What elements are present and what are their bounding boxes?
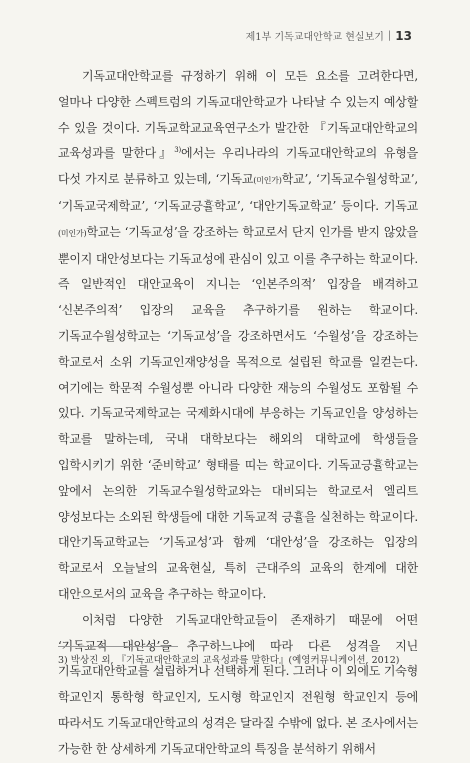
paragraph-1-part-b: 에서는 우리나라의 기독교대안학교의 유형을 다섯 가지로 분류하고 있는데, ‘기독교 [58,146,418,187]
running-header [246,28,412,43]
footnote-ref-3: 3) [174,146,182,155]
footnote-divider [58,646,178,647]
unaccredited-note-1: (미인가) [253,176,282,186]
unaccredited-note-2: (미인가) [58,228,87,238]
paragraph-1-part-c: 학교’, ‘기독교수월성학교’, ‘기독교국제학교’, ‘기독교긍휼학교’, ‘대안기독교학교’ 등이다. 기독교 [58,172,419,213]
paragraph-1 [58,64,418,608]
footnote-3: 3) 박상진 외, 『기독교대안학교의 교육성과를 말한다』(예영커뮤니케이션, 2012) [58,655,400,666]
header-separator: | [387,30,392,41]
page-number: 13 [395,28,412,43]
paragraph-1-part-d: 학교는 ‘기독교성’을 강조하는 학교로서 단지 인가를 받지 않았을 뿐이지 대안성보다는 기독교성에 관심이 있고 이를 추구하는 학교이다. 즉 일반적인 대안교육이 지니는 ‘인본주의적’ 입장을 배격하고 ‘신본주의적’ 입장의 교육을 추구하기를 원하는 학교이다. 기독교수월성학교는 ‘기독교성’을 강조하면서도 ‘수월성’을 강조하는 학교로서 소위 기독교인재양성을 목적으로 설립된 학교를 일컫는다. 여기에는 학문적 수월성뿐 아니라 다양한 재능의 수월성도 포함될 수 있다. 기독교국제학교는 국제화시대에 부응하는 기독교인을 양성하는 학교를 말하는데, 국내 대학보다는 해외의 대학교에 학생들을 입학시키기 위한 ‘준비학교’ 형태를 띠는 학교이다. 기독교긍휼학교는 앞에서 논의한 기독교수월성학교와는 대비되는 학교로서 엘리트 양성보다는 소외된 학생들에 대한 기독교적 긍휼을 실천하는 학교이다. 대안기독교학교는 ‘기독교성’과 함께 ‘대안성’을 강조하는 입장의 학교로서 오늘날의 교육현실, 특히 근대주의 교육의 한계에 대한 대안으로서의 교육을 추구하는 학교이다. [58,224,418,601]
paragraph-2: 이처럼 다양한 기독교대안학교들이 존재하기 때문에 어떤 ‘기독교적 대안성’을 추구하느냐에 따라 다른 성격을 지닌 기독교대안학교를 설립하거나 선택하게 된다. 그러나 이 외에도 기숙형 학교인지 통학형 학교인지, 도시형 학교인지 전원형 학교인지 등에 따라서도 기독교대안학교의 성격은 달라질 수밖에 없다. 본 조사에서는 가능한 한 상세하게 기독교대안학교의 특징을 분석하기 위해서 [58,612,418,756]
running-title: 제1부 기독교대안학교 현실보기 [245,32,384,43]
paragraph-1-part-a: 기독교대안학교를 규정하기 위해 이 모든 요소를 고려한다면, 얼마나 다양한 스펙트럼의 기독교대안학교가 나타날 수 있는지 예상할 수 있을 것이다. 기독교학교교육연구소가 발간한 『기독교대안학교의 교육성과를 말한다』 [58,69,418,161]
